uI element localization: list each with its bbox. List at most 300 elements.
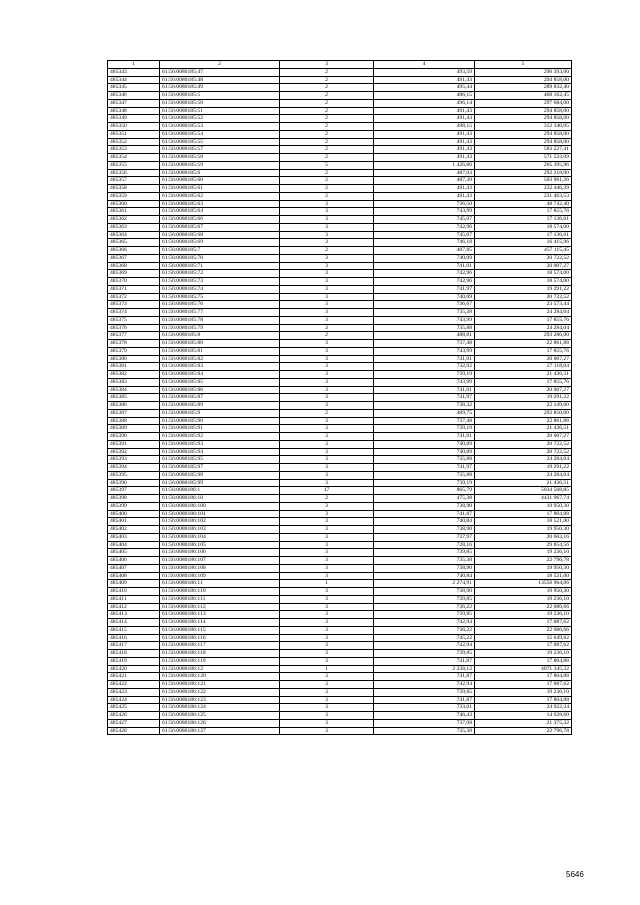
table-row — [108, 456, 572, 464]
table-cell: 61:56:0080186:115 — [160, 626, 280, 634]
table-cell: 485371 — [108, 285, 160, 293]
table-cell: 485356 — [108, 169, 160, 177]
table-cell: 5 — [280, 161, 374, 169]
table-cell: 485368 — [108, 262, 160, 270]
table-row — [108, 208, 572, 216]
table-cell: 728,16 — [374, 541, 475, 549]
table-row — [108, 541, 572, 549]
table-cell: 20 722,52 — [475, 254, 572, 262]
table-cell: 294 858,00 — [475, 138, 572, 146]
table-cell: 2 — [280, 123, 374, 131]
table-cell: 2 — [280, 130, 374, 138]
table-cell: 19 236,10 — [475, 650, 572, 658]
table-cell: 61:56:0080185:76 — [160, 301, 280, 309]
table-cell: 485417 — [108, 642, 160, 650]
table-cell: 491,43 — [374, 192, 475, 200]
table-row — [108, 650, 572, 658]
table-cell: 491,43 — [374, 146, 475, 154]
table-cell: 24 284,04 — [475, 456, 572, 464]
table-cell: 61:56:0080186:104 — [160, 533, 280, 541]
table-cell: 485365 — [108, 239, 160, 247]
table-cell: 2 — [280, 107, 374, 115]
table-row — [108, 177, 572, 185]
table-cell: 61:56:0080185:73 — [160, 278, 280, 286]
table-cell: 740,09 — [374, 293, 475, 301]
table-cell: 485354 — [108, 154, 160, 162]
table-cell: 61:56:0080185:58 — [160, 154, 280, 162]
table-cell: 61:56:0080185:94 — [160, 448, 280, 456]
table-cell: 61:56:0080186:117 — [160, 642, 280, 650]
table-cell: 61:56:0080186:10 — [160, 495, 280, 503]
table-row — [108, 557, 572, 565]
table-cell: 485343 — [108, 68, 160, 76]
table-cell: 61:56:0080185:71 — [160, 262, 280, 270]
table-cell: 19 291,22 — [475, 285, 572, 293]
table-cell: 61:56:0080186:116 — [160, 634, 280, 642]
table-cell: 293 850,00 — [475, 409, 572, 417]
table-cell: 61:56:0080185:89 — [160, 402, 280, 410]
table-cell: 61:56:0080185:8 — [160, 332, 280, 340]
table-cell: 294 858,00 — [475, 115, 572, 123]
table-cell: 61:56:0080185:87 — [160, 394, 280, 402]
table-cell: 61:56:0080185:48 — [160, 76, 280, 84]
table-cell: 2 — [280, 154, 374, 162]
header-row — [108, 61, 572, 69]
table-cell: 61:56:0080186:113 — [160, 611, 280, 619]
table-cell: 485386 — [108, 402, 160, 410]
table-cell: 61:56:0080185:78 — [160, 316, 280, 324]
table-cell: 3 — [280, 231, 374, 239]
table-cell: 491,43 — [374, 107, 475, 115]
table-row — [108, 619, 572, 627]
table-cell: 20 722,52 — [475, 293, 572, 301]
table-cell: 4071 345,32 — [475, 665, 572, 673]
table-row — [108, 130, 572, 138]
table-cell: 3 — [280, 208, 374, 216]
table-cell: 61:56:0080185:97 — [160, 464, 280, 472]
table-cell: 740,09 — [374, 448, 475, 456]
table-cell: 2 — [280, 68, 374, 76]
table-cell: 487,03 — [374, 169, 475, 177]
table-cell: 61:56:0080186:12 — [160, 665, 280, 673]
table-cell: 61:56:0080186:111 — [160, 595, 280, 603]
table-cell: 485423 — [108, 688, 160, 696]
table-cell: 743,99 — [374, 316, 475, 324]
table-cell: 24 284,04 — [475, 471, 572, 479]
table-cell: 22 086,66 — [475, 626, 572, 634]
table-cell: 20 007,27 — [475, 355, 572, 363]
table-cell: 61:56:0080186:126 — [160, 719, 280, 727]
table-cell: 21 375,32 — [475, 719, 572, 727]
table-cell: 491,43 — [374, 154, 475, 162]
table-cell: 3 — [280, 727, 374, 735]
table-cell: 61:56:0080185:93 — [160, 440, 280, 448]
table-cell: 20 007,27 — [475, 433, 572, 441]
table-cell: 2 — [280, 495, 374, 503]
table-cell: 2 — [280, 115, 374, 123]
table-cell: 61:56:0080185:57 — [160, 146, 280, 154]
table-cell: 2 238,12 — [374, 665, 475, 673]
table-cell: 485374 — [108, 309, 160, 317]
table-row — [108, 595, 572, 603]
table-cell: 3 — [280, 471, 374, 479]
table-row — [108, 479, 572, 487]
table-row — [108, 301, 572, 309]
table-cell: 737,08 — [374, 719, 475, 727]
table-cell: 3 — [280, 433, 374, 441]
table-cell: 738,90 — [374, 564, 475, 572]
table-cell: 732,92 — [374, 363, 475, 371]
table-cell: 2 — [280, 185, 374, 193]
table-cell: 737,48 — [374, 417, 475, 425]
table-cell: 2 — [280, 332, 374, 340]
table-cell: 17 804,88 — [475, 673, 572, 681]
table-cell: 17 855,76 — [475, 316, 572, 324]
table-cell: 3 — [280, 611, 374, 619]
table-cell: 3 — [280, 642, 374, 650]
table-cell: 61:56:0080186:127 — [160, 727, 280, 735]
table-cell: 742,94 — [374, 619, 475, 627]
table-cell: 61:56:0080185:63 — [160, 200, 280, 208]
table-row — [108, 293, 572, 301]
table-cell: 485428 — [108, 727, 160, 735]
table-row — [108, 239, 572, 247]
table-cell: 741,97 — [374, 394, 475, 402]
table-row — [108, 270, 572, 278]
table-cell: 61:56:0080185:62 — [160, 192, 280, 200]
table-cell: 294 858,00 — [475, 76, 572, 84]
table-cell: 5034 568,85 — [475, 487, 572, 495]
table-row — [108, 340, 572, 348]
table-cell: 22 796,78 — [475, 557, 572, 565]
table-cell: 61:56:0080185:47 — [160, 68, 280, 76]
table-cell: 61:56:0080185:79 — [160, 324, 280, 332]
table-row — [108, 657, 572, 665]
table-cell: 61:56:0080186:100 — [160, 502, 280, 510]
header-cell-3: 3 — [280, 61, 374, 69]
table-cell: 486,15 — [374, 92, 475, 100]
table-cell: 3 — [280, 448, 374, 456]
table-row — [108, 425, 572, 433]
table-cell: 3 — [280, 650, 374, 658]
table-cell: 61:56:0080185:60 — [160, 177, 280, 185]
table-cell: 738,90 — [374, 502, 475, 510]
table-row — [108, 495, 572, 503]
table-cell: 741,87 — [374, 696, 475, 704]
table-cell: 61:56:0080186:119 — [160, 657, 280, 665]
table-cell: 61:56:0080185:84 — [160, 371, 280, 379]
table-row — [108, 154, 572, 162]
table-cell: 485420 — [108, 665, 160, 673]
table-cell: 485384 — [108, 386, 160, 394]
table-cell: 3 — [280, 270, 374, 278]
table-cell: 736,22 — [374, 626, 475, 634]
table-cell: 3 — [280, 603, 374, 611]
table-cell: 3 — [280, 673, 374, 681]
table-cell: 61:56:0080186:1 — [160, 487, 280, 495]
table-cell: 485366 — [108, 247, 160, 255]
table-cell: 485379 — [108, 347, 160, 355]
table-row — [108, 433, 572, 441]
table-cell: 498,15 — [374, 123, 475, 131]
table-cell: 19 950,30 — [475, 588, 572, 596]
table-row — [108, 386, 572, 394]
table-cell: 61:56:0080185:61 — [160, 185, 280, 193]
table-cell: 740,09 — [374, 254, 475, 262]
table-cell: 19 291,22 — [475, 464, 572, 472]
table-cell: 2 — [280, 169, 374, 177]
table-cell: 485416 — [108, 634, 160, 642]
table-cell: 485387 — [108, 409, 160, 417]
table-cell: 61:56:0080185:72 — [160, 270, 280, 278]
table-cell: 61:56:0080185:98 — [160, 471, 280, 479]
table-row — [108, 402, 572, 410]
table-row — [108, 688, 572, 696]
table-cell: 743,99 — [374, 347, 475, 355]
table-cell: 485388 — [108, 417, 160, 425]
table-cell: 485427 — [108, 719, 160, 727]
table-cell: 61:56:0080186:120 — [160, 673, 280, 681]
table-cell: 485392 — [108, 448, 160, 456]
table-cell: 503 961,26 — [475, 177, 572, 185]
table-cell: 296 393,00 — [475, 68, 572, 76]
table-cell: 485402 — [108, 526, 160, 534]
table-cell: 20 722,52 — [475, 448, 572, 456]
table-cell: 485394 — [108, 464, 160, 472]
table-cell: 485369 — [108, 270, 160, 278]
table-cell: 485362 — [108, 216, 160, 224]
table-row — [108, 262, 572, 270]
table-cell: 61:56:0080185:52 — [160, 115, 280, 123]
table-cell: 17 087,62 — [475, 642, 572, 650]
table-cell: 485367 — [108, 254, 160, 262]
table-cell: 17 804,88 — [475, 510, 572, 518]
table-cell: 21 436,51 — [475, 425, 572, 433]
table-cell: 735,38 — [374, 557, 475, 565]
table-cell: 19 236,10 — [475, 595, 572, 603]
table-cell: 739,85 — [374, 688, 475, 696]
table-cell: 61:56:0080185:91 — [160, 425, 280, 433]
table-cell: 61:56:0080185:81 — [160, 347, 280, 355]
table-cell: 3 — [280, 712, 374, 720]
table-cell: 742,96 — [374, 223, 475, 231]
table-cell: 485419 — [108, 657, 160, 665]
table-cell: 61:56:0080185:7 — [160, 247, 280, 255]
table-cell: 740,84 — [374, 518, 475, 526]
table-cell: 19 950,30 — [475, 502, 572, 510]
table-cell: 19 291,22 — [475, 394, 572, 402]
table-cell: 61:56:0080185:74 — [160, 285, 280, 293]
table-cell: 3 — [280, 510, 374, 518]
table-cell: 19 950,30 — [475, 526, 572, 534]
table-cell: 3 — [280, 588, 374, 596]
table-row — [108, 68, 572, 76]
table-cell: 61:56:0080185:83 — [160, 363, 280, 371]
table-cell: 22 861,88 — [475, 417, 572, 425]
table-row — [108, 588, 572, 596]
table-cell: 3 — [280, 719, 374, 727]
table-cell: 61:56:0080186:101 — [160, 510, 280, 518]
table-cell: 491,43 — [374, 138, 475, 146]
table-cell: 735,38 — [374, 727, 475, 735]
table-cell: 485359 — [108, 192, 160, 200]
table-row — [108, 665, 572, 673]
table-row — [108, 440, 572, 448]
table-row — [108, 84, 572, 92]
table-cell: 292 218,00 — [475, 169, 572, 177]
table-cell: 293 286,00 — [475, 332, 572, 340]
table-cell: 737,97 — [374, 533, 475, 541]
header-cell-4: 4 — [374, 61, 475, 69]
table-cell: 3 — [280, 619, 374, 627]
table-cell: 485350 — [108, 123, 160, 131]
table-row — [108, 347, 572, 355]
table-cell: 742,96 — [374, 270, 475, 278]
table-cell: 485373 — [108, 301, 160, 309]
table-cell: 61:56:0080185:99 — [160, 479, 280, 487]
table-cell: 485403 — [108, 533, 160, 541]
table-cell: 3 — [280, 696, 374, 704]
table-cell: 741,01 — [374, 386, 475, 394]
table-row — [108, 580, 572, 588]
table-cell: 61:56:0080186:102 — [160, 518, 280, 526]
table-cell: 61:56:0080185:55 — [160, 138, 280, 146]
table-cell: 61:56:0080185:69 — [160, 239, 280, 247]
table-cell: 61:56:0080185:77 — [160, 309, 280, 317]
table-cell: 485410 — [108, 588, 160, 596]
table-cell: 485401 — [108, 518, 160, 526]
table-cell: 1 — [280, 665, 374, 673]
table-cell: 485344 — [108, 76, 160, 84]
table-row — [108, 355, 572, 363]
table-cell: 3 — [280, 704, 374, 712]
table-cell: 741,87 — [374, 657, 475, 665]
table-cell: 22 149,60 — [475, 402, 572, 410]
table-cell: 741,87 — [374, 673, 475, 681]
table-row — [108, 316, 572, 324]
table-cell: 485352 — [108, 138, 160, 146]
table-cell: 3 — [280, 254, 374, 262]
table-cell: 61:56:0080186:121 — [160, 681, 280, 689]
table-cell: 24 284,04 — [475, 309, 572, 317]
table-cell: 61:56:0080186:11 — [160, 580, 280, 588]
table-row — [108, 448, 572, 456]
table-cell: 4431 967,74 — [475, 495, 572, 503]
table-cell: 457 115,45 — [475, 247, 572, 255]
table-cell: 485346 — [108, 92, 160, 100]
table-cell: 485399 — [108, 502, 160, 510]
table-cell: 2 — [280, 409, 374, 417]
table-cell: 745,22 — [374, 634, 475, 642]
table-cell: 485396 — [108, 479, 160, 487]
table-cell: 3 — [280, 347, 374, 355]
table-cell: 3 — [280, 541, 374, 549]
table-cell: 485412 — [108, 603, 160, 611]
table-cell: 61:56:0080185:86 — [160, 386, 280, 394]
table-cell: 485413 — [108, 611, 160, 619]
table-row — [108, 161, 572, 169]
table-cell: 475,38 — [374, 495, 475, 503]
table-cell: 61:56:0080186:103 — [160, 526, 280, 534]
table-cell: 1 — [280, 580, 374, 588]
table-cell: 61:56:0080186:106 — [160, 549, 280, 557]
table-cell: 739,19 — [374, 479, 475, 487]
table-cell: 742,94 — [374, 642, 475, 650]
table-cell: 741,97 — [374, 464, 475, 472]
table-cell: 61:56:0080186:125 — [160, 712, 280, 720]
table-row — [108, 696, 572, 704]
table-cell: 17 804,88 — [475, 657, 572, 665]
table-cell: 17 087,62 — [475, 681, 572, 689]
table-cell: 485395 — [108, 471, 160, 479]
table-row — [108, 216, 572, 224]
table-row — [108, 231, 572, 239]
table-cell: 742,94 — [374, 681, 475, 689]
table-cell: 485415 — [108, 626, 160, 634]
table-row — [108, 502, 572, 510]
table-cell: 61:56:0080185:54 — [160, 130, 280, 138]
table-cell: 485406 — [108, 557, 160, 565]
table-cell: 61:56:0080185:92 — [160, 433, 280, 441]
table-cell: 21 436,51 — [475, 479, 572, 487]
table-cell: 61:56:0080186:112 — [160, 603, 280, 611]
table-cell: 491,43 — [374, 76, 475, 84]
table-cell: 61:56:0080185:6 — [160, 169, 280, 177]
table-cell: 22 796,78 — [475, 727, 572, 735]
table-row — [108, 564, 572, 572]
table-row — [108, 123, 572, 131]
table-cell: 61:56:0080185:75 — [160, 293, 280, 301]
table-row — [108, 324, 572, 332]
table-row — [108, 727, 572, 735]
table-row — [108, 471, 572, 479]
table-cell: 493,59 — [374, 68, 475, 76]
table-cell: 485361 — [108, 208, 160, 216]
table-cell: 3 — [280, 402, 374, 410]
table-cell: 297 684,00 — [475, 99, 572, 107]
table-row — [108, 518, 572, 526]
table-row — [108, 626, 572, 634]
table-cell: 739,85 — [374, 650, 475, 658]
table-row — [108, 603, 572, 611]
table-cell: 61:56:0080185:90 — [160, 417, 280, 425]
table-cell: 738,32 — [374, 402, 475, 410]
table-cell: 61:56:0080185:59 — [160, 161, 280, 169]
table-cell: 17 855,76 — [475, 208, 572, 216]
table-cell: 485349 — [108, 115, 160, 123]
table-row — [108, 309, 572, 317]
table-cell: 19 950,30 — [475, 564, 572, 572]
table-cell: 21 436,51 — [475, 371, 572, 379]
table-cell: 3 — [280, 363, 374, 371]
table-row — [108, 169, 572, 177]
table-row — [108, 278, 572, 286]
table-row — [108, 681, 572, 689]
table-row — [108, 378, 572, 386]
table-cell: 294 858,00 — [475, 107, 572, 115]
table-row — [108, 247, 572, 255]
table-cell: 2 — [280, 138, 374, 146]
table-cell: 468 162,45 — [475, 92, 572, 100]
table-cell: 491,43 — [374, 185, 475, 193]
table-row — [108, 704, 572, 712]
table-cell: 231 463,53 — [475, 192, 572, 200]
table-row — [108, 673, 572, 681]
table-cell: 265 395,96 — [475, 161, 572, 169]
table-cell: 485351 — [108, 130, 160, 138]
table-cell: 485425 — [108, 704, 160, 712]
table-cell: 3 — [280, 572, 374, 580]
